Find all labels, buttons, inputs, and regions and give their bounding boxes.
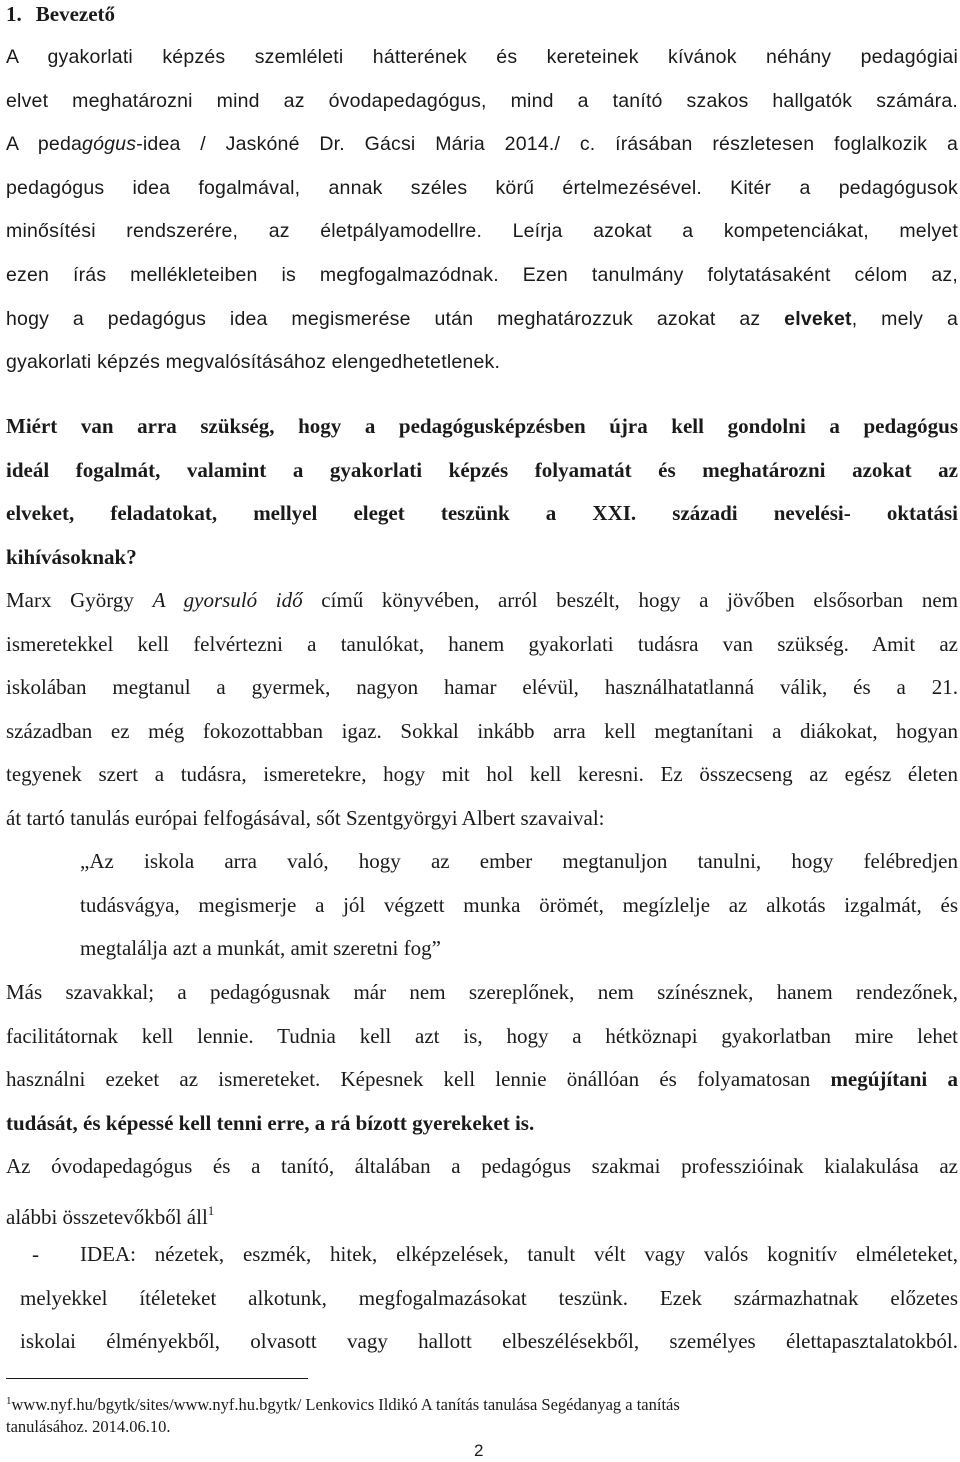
text-line: iskolai élményekből, olvasott vagy hallott elbeszélésekből, személyes élettapasztalatokból. — [20, 1329, 958, 1354]
text-run: megújítani a — [830, 1067, 958, 1092]
text-run: gógus — [82, 133, 137, 156]
text-line — [6, 123, 958, 167]
text-run: hogy a pedagógus idea megismerése után meghatározzuk azokat az — [6, 307, 785, 330]
footnote-line: tanulásához. 2014.06.10. — [6, 1417, 171, 1436]
text-run: elveket — [784, 307, 852, 330]
text-line: Az óvodapedagógus és a tanító, általában a pedagógus szakmai professzióinak kialakulása az — [6, 1154, 958, 1178]
text-line: ezen írás mellékleteiben is megfogalmazódnak. Ezen tanulmány folytatásaként célom az, — [6, 263, 958, 286]
text-line: megtalálja azt a munkát, amit szeretni fog” — [80, 936, 441, 961]
list-item — [6, 1233, 958, 1364]
text-line: elveket, feladatokat, mellyel eleget teszünk a XXI. századi nevelési- oktatási — [6, 501, 958, 526]
text-line: tegyenek szert a tudásra, ismeretekre, hogy mit hol kell keresni. Ez összecseng az egész életen — [6, 762, 958, 787]
text-line: A gyakorlati képzés szemléleti hátterének és kereteinek kívánok néhány pedagógiai — [6, 46, 958, 68]
text-line — [6, 298, 958, 342]
text-run: A peda — [6, 133, 83, 156]
text-line — [6, 579, 958, 623]
text-line: pedagógus idea fogalmával, annak széles körű értelmezésével. Kitér a pedagógusok — [6, 176, 958, 199]
role-paragraph — [6, 971, 958, 1145]
section-heading — [6, 0, 115, 28]
section-title: Bevezető — [35, 2, 116, 26]
quotation-block — [80, 840, 958, 971]
text-line: „Az iskola arra való, hogy az ember megtanuljon tanulni, hogy felébredjen — [80, 849, 958, 873]
text-run: használni ezeket az ismereteket. Képesnek kell lennie önállóan és folyamatosan — [6, 1067, 831, 1092]
text-line: ismeretekkel kell felvértezni a tanulókat, hanem gyakorlati tudásra van szükség. Amit az — [6, 631, 958, 656]
text-run: Marx György — [6, 588, 153, 612]
intro-paragraph — [6, 36, 958, 385]
text-line: elvet meghatározni mind az óvodapedagógus, mind a tanító szakos hallgatók számára. — [6, 89, 958, 112]
text-run: -idea / Jaskóné Dr. Gácsi Mária 2014./ c. írásában részletesen foglalkozik a — [136, 133, 958, 156]
footnote-separator — [6, 1378, 308, 1379]
text-line — [6, 1058, 958, 1102]
text-line: melyekkel ítéleteket alkotunk, megfogalmazásokat teszünk. Ezek származhatnak előzetes — [20, 1285, 958, 1310]
page-number: 2 — [474, 1441, 484, 1460]
text-line — [6, 1189, 958, 1240]
footnote-line: www.nyf.hu/bgytk/sites/www.nyf.hu.bgytk/ Lenkovics Ildikó A tanítás tanulása Segédanyag a tanítás — [11, 1395, 680, 1414]
text-line: században ez még fokozottabban igaz. Sokkal inkább arra kell megtanítani a diákokat, hogyan — [6, 718, 958, 743]
section-number: 1. — [6, 2, 22, 26]
footnote-reference[interactable]: 1 — [207, 1202, 215, 1218]
marx-paragraph — [6, 579, 958, 841]
text-run: , mely a — [851, 307, 958, 330]
text-line: IDEA: nézetek, eszmék, hitek, elképzelések, tanult vélt vagy valós kognitív elméleteket, — [80, 1242, 958, 1266]
text-run: alábbi összetevőkből áll — [6, 1204, 208, 1229]
text-line: kihívásoknak? — [6, 544, 137, 569]
footnote — [6, 1390, 946, 1438]
text-line: Miért van arra szükség, hogy a pedagógusképzésben újra kell gondolni a pedagógus — [6, 414, 958, 438]
footnote-mark: 1 — [6, 1395, 12, 1407]
components-paragraph — [6, 1145, 958, 1239]
text-line: gyakorlati képzés megvalósításához elengedhetetlenek. — [6, 351, 501, 374]
list-bullet: - — [32, 1242, 39, 1266]
book-title: A gyorsuló idő — [152, 588, 303, 612]
text-line: tudásvágya, megismerje a jól végzett munka örömét, megízlelje az alkotás izgalmát, és — [80, 892, 958, 917]
text-line: iskolában megtanul a gyermek, nagyon hamar elévül, használhatatlanná válik, és a 21. — [6, 675, 958, 700]
text-line: facilitátornak kell lennie. Tudnia kell azt is, hogy a hétköznapi gyakorlatban mire lehet — [6, 1023, 958, 1048]
text-line: Más szavakkal; a pedagógusnak már nem szereplőnek, nem színésznek, hanem rendezőnek, — [6, 980, 958, 1004]
text-line: ideál fogalmát, valamint a gyakorlati képzés folyamatát és meghatározni azokat az — [6, 457, 958, 482]
text-run: című könyvében, arról beszélt, hogy a jövőben elsősorban nem — [302, 588, 958, 612]
text-line: tudását, és képessé kell tenni erre, a rá bízott gyerekeket is. — [6, 1110, 535, 1135]
question-paragraph — [6, 405, 958, 579]
text-line: minősítési rendszerére, az életpályamodellre. Leírja azokat a kompetenciákat, melyet — [6, 220, 958, 243]
text-line: át tartó tanulás európai felfogásával, sőt Szentgyörgyi Albert szavaival: — [6, 805, 605, 830]
